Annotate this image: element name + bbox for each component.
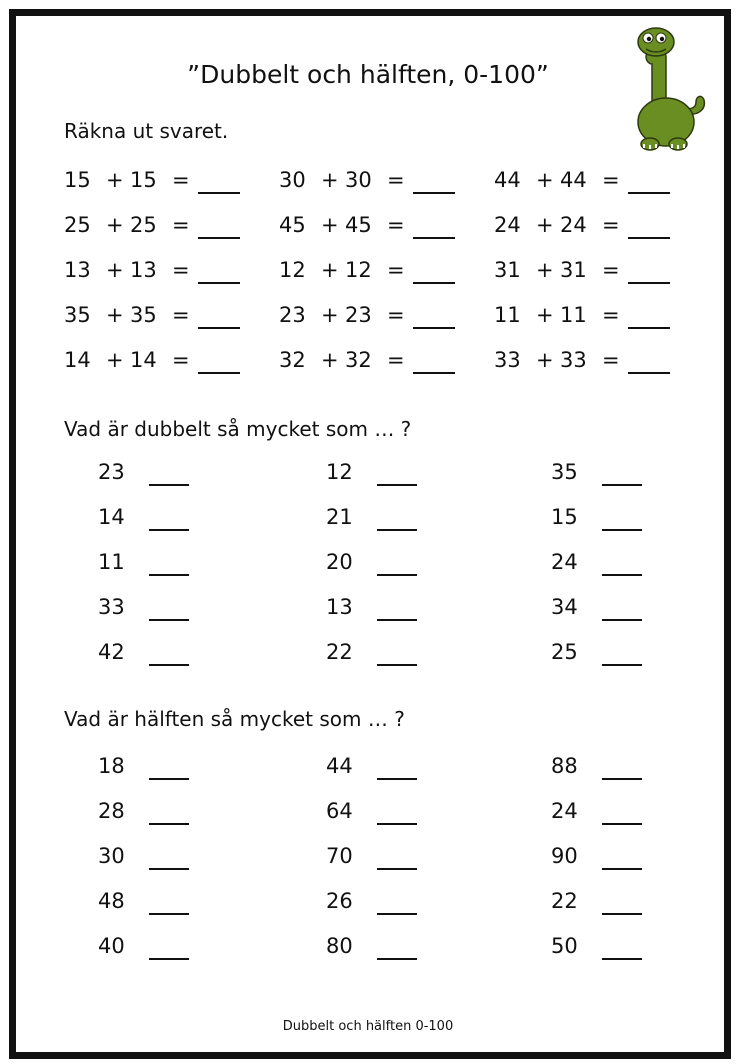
answer-blank[interactable] — [602, 619, 642, 621]
number: 80 — [326, 934, 353, 958]
addend-b: 33 — [560, 348, 587, 372]
number: 28 — [98, 799, 125, 823]
answer-blank[interactable] — [198, 192, 240, 194]
equals-sign: = — [602, 303, 620, 327]
answer-blank[interactable] — [149, 823, 189, 825]
equals-sign: = — [172, 348, 190, 372]
section-heading-double: Vad är dubbelt så mycket som … ? — [64, 417, 412, 441]
answer-blank[interactable] — [377, 913, 417, 915]
addend-a: 11 — [494, 303, 521, 327]
addend-a: 33 — [494, 348, 521, 372]
number: 24 — [551, 550, 578, 574]
addend-b: 13 — [130, 258, 157, 282]
answer-blank[interactable] — [377, 823, 417, 825]
addend-a: 14 — [64, 348, 91, 372]
number: 11 — [98, 550, 125, 574]
section-heading-addition: Räkna ut svaret. — [64, 119, 229, 143]
answer-blank[interactable] — [198, 237, 240, 239]
answer-blank[interactable] — [198, 282, 240, 284]
number: 26 — [326, 889, 353, 913]
number: 64 — [326, 799, 353, 823]
number: 34 — [551, 595, 578, 619]
equals-sign: = — [172, 303, 190, 327]
addend-a: 30 — [279, 168, 306, 192]
addend-b: 45 — [345, 213, 372, 237]
page-footer: Dubbelt och hälften 0-100 — [282, 1019, 454, 1034]
number: 25 — [551, 640, 578, 664]
answer-blank[interactable] — [628, 237, 670, 239]
answer-blank[interactable] — [628, 282, 670, 284]
plus-sign: + — [321, 348, 339, 372]
addend-a: 45 — [279, 213, 306, 237]
answer-blank[interactable] — [602, 958, 642, 960]
number: 33 — [98, 595, 125, 619]
addend-a: 44 — [494, 168, 521, 192]
answer-blank[interactable] — [377, 574, 417, 576]
addend-b: 24 — [560, 213, 587, 237]
plus-sign: + — [321, 303, 339, 327]
plus-sign: + — [536, 213, 554, 237]
number: 35 — [551, 460, 578, 484]
answer-blank[interactable] — [413, 282, 455, 284]
number: 50 — [551, 934, 578, 958]
number: 22 — [326, 640, 353, 664]
answer-blank[interactable] — [377, 484, 417, 486]
answer-blank[interactable] — [377, 529, 417, 531]
answer-blank[interactable] — [149, 484, 189, 486]
answer-blank[interactable] — [377, 868, 417, 870]
number: 21 — [326, 505, 353, 529]
number: 20 — [326, 550, 353, 574]
answer-blank[interactable] — [602, 913, 642, 915]
plus-sign: + — [536, 258, 554, 282]
answer-blank[interactable] — [149, 529, 189, 531]
answer-blank[interactable] — [149, 868, 189, 870]
answer-blank[interactable] — [377, 778, 417, 780]
addend-b: 15 — [130, 168, 157, 192]
plus-sign: + — [106, 303, 124, 327]
number: 90 — [551, 844, 578, 868]
answer-blank[interactable] — [377, 664, 417, 666]
answer-blank[interactable] — [628, 372, 670, 374]
equals-sign: = — [172, 168, 190, 192]
plus-sign: + — [536, 348, 554, 372]
answer-blank[interactable] — [149, 778, 189, 780]
plus-sign: + — [536, 168, 554, 192]
addend-a: 25 — [64, 213, 91, 237]
addend-a: 12 — [279, 258, 306, 282]
number: 24 — [551, 799, 578, 823]
number: 42 — [98, 640, 125, 664]
number: 23 — [98, 460, 125, 484]
addend-b: 31 — [560, 258, 587, 282]
equals-sign: = — [172, 258, 190, 282]
section-heading-half: Vad är hälften så mycket som … ? — [64, 707, 405, 731]
addend-b: 12 — [345, 258, 372, 282]
addend-b: 35 — [130, 303, 157, 327]
equals-sign: = — [602, 348, 620, 372]
addend-a: 13 — [64, 258, 91, 282]
answer-blank[interactable] — [602, 484, 642, 486]
number: 30 — [98, 844, 125, 868]
plus-sign: + — [536, 303, 554, 327]
worksheet-title: ”Dubbelt och hälften, 0-100” — [187, 60, 549, 89]
answer-blank[interactable] — [602, 529, 642, 531]
plus-sign: + — [106, 258, 124, 282]
answer-blank[interactable] — [413, 192, 455, 194]
number: 12 — [326, 460, 353, 484]
number: 44 — [326, 754, 353, 778]
equals-sign: = — [387, 348, 405, 372]
answer-blank[interactable] — [602, 868, 642, 870]
answer-blank[interactable] — [149, 913, 189, 915]
equals-sign: = — [602, 168, 620, 192]
equals-sign: = — [387, 303, 405, 327]
answer-blank[interactable] — [602, 823, 642, 825]
answer-blank[interactable] — [198, 372, 240, 374]
number: 48 — [98, 889, 125, 913]
addend-a: 15 — [64, 168, 91, 192]
answer-blank[interactable] — [413, 372, 455, 374]
answer-blank[interactable] — [602, 574, 642, 576]
addend-a: 31 — [494, 258, 521, 282]
addend-b: 14 — [130, 348, 157, 372]
plus-sign: + — [321, 258, 339, 282]
plus-sign: + — [321, 168, 339, 192]
answer-blank[interactable] — [149, 619, 189, 621]
answer-blank[interactable] — [377, 619, 417, 621]
addend-b: 11 — [560, 303, 587, 327]
answer-blank[interactable] — [413, 237, 455, 239]
addend-a: 24 — [494, 213, 521, 237]
plus-sign: + — [106, 168, 124, 192]
equals-sign: = — [602, 258, 620, 282]
answer-blank[interactable] — [198, 327, 240, 329]
addend-a: 35 — [64, 303, 91, 327]
number: 22 — [551, 889, 578, 913]
number: 13 — [326, 595, 353, 619]
addend-b: 32 — [345, 348, 372, 372]
answer-blank[interactable] — [149, 958, 189, 960]
plus-sign: + — [106, 213, 124, 237]
answer-blank[interactable] — [602, 778, 642, 780]
addend-b: 23 — [345, 303, 372, 327]
number: 40 — [98, 934, 125, 958]
number: 15 — [551, 505, 578, 529]
number: 88 — [551, 754, 578, 778]
dinosaur-icon — [630, 22, 710, 154]
answer-blank[interactable] — [413, 327, 455, 329]
answer-blank[interactable] — [628, 192, 670, 194]
addend-a: 32 — [279, 348, 306, 372]
equals-sign: = — [602, 213, 620, 237]
addend-a: 23 — [279, 303, 306, 327]
answer-blank[interactable] — [602, 664, 642, 666]
answer-blank[interactable] — [149, 664, 189, 666]
equals-sign: = — [172, 213, 190, 237]
plus-sign: + — [106, 348, 124, 372]
equals-sign: = — [387, 168, 405, 192]
answer-blank[interactable] — [377, 958, 417, 960]
number: 70 — [326, 844, 353, 868]
equals-sign: = — [387, 213, 405, 237]
equals-sign: = — [387, 258, 405, 282]
answer-blank[interactable] — [149, 574, 189, 576]
answer-blank[interactable] — [628, 327, 670, 329]
addend-b: 30 — [345, 168, 372, 192]
plus-sign: + — [321, 213, 339, 237]
number: 18 — [98, 754, 125, 778]
number: 14 — [98, 505, 125, 529]
addend-b: 44 — [560, 168, 587, 192]
addend-b: 25 — [130, 213, 157, 237]
